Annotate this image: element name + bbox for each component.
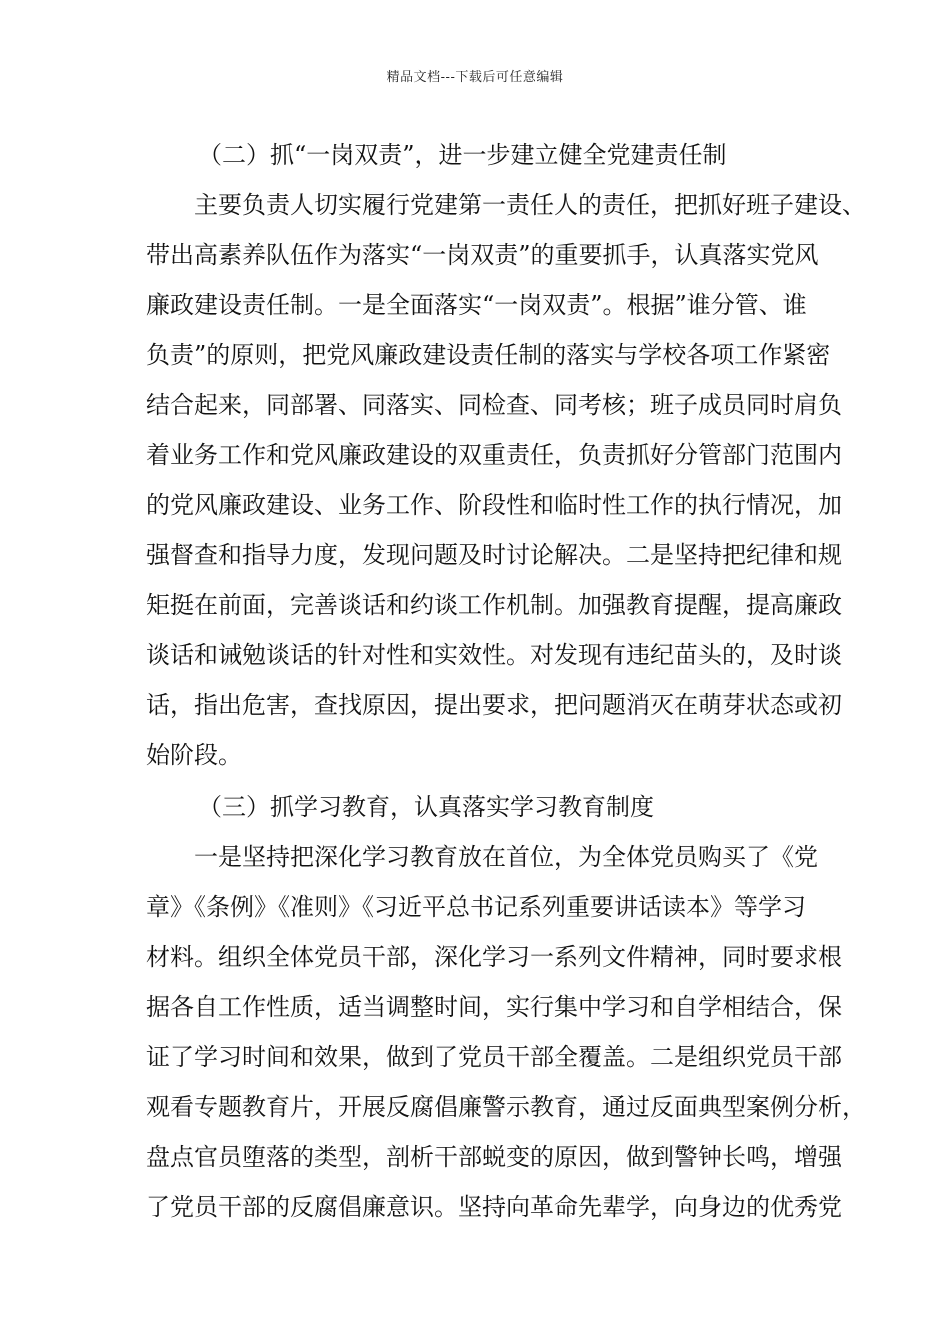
paragraph-line: 始阶段。 (146, 741, 242, 769)
paragraph-line: 矩挺在前面，完善谈话和约谈工作机制。加强教育提醒，提高廉政 (146, 591, 842, 619)
paragraph-line: 主要负责人切实履行党建第一责任人的责任，把抓好班子建设、 (194, 191, 866, 219)
paragraph-line: 一是坚持把深化学习教育放在首位，为全体党员购买了《党 (194, 843, 818, 871)
paragraph-line: 强督查和指导力度，发现问题及时讨论解决。二是坚持把纪律和规 (146, 541, 842, 569)
paragraph-line: 证了学习时间和效果，做到了党员干部全覆盖。二是组织党员干部 (146, 1043, 842, 1071)
paragraph-line: 廉政建设责任制。一是全面落实“一岗双责”。根据”谁分管、谁 (146, 291, 807, 319)
paragraph-line: 材料。组织全体党员干部，深化学习一系列文件精神，同时要求根 (146, 943, 842, 971)
paragraph-line: 结合起来，同部署、同落实、同检查、同考核；班子成员同时肩负 (146, 391, 842, 419)
paragraph-line: 谈话和诫勉谈话的针对性和实效性。对发现有违纪苗头的，及时谈 (146, 641, 842, 669)
section-3-paragraph (146, 832, 866, 1232)
paragraph-line: 盘点官员堕落的类型，剖析干部蜕变的原因，做到警钟长鸣，增强 (146, 1143, 842, 1171)
paragraph-line: 据各自工作性质，适当调整时间，实行集中学习和自学相结合，保 (146, 993, 842, 1021)
paragraph-line: 的党风廉政建设、业务工作、阶段性和临时性工作的执行情况，加 (146, 491, 842, 519)
paragraph-line: 章》《条例》《准则》《习近平总书记系列重要讲话读本》等学习 (146, 893, 806, 921)
paragraph-line: 了党员干部的反腐倡廉意识。坚持向革命先辈学，向身边的优秀党 (146, 1193, 842, 1221)
paragraph-line: 负责”的原则，把党风廉政建设责任制的落实与学校各项工作紧密 (146, 341, 831, 369)
section-2-paragraph (146, 180, 866, 780)
paragraph-line: 着业务工作和党风廉政建设的双重责任，负责抓好分管部门范围内 (146, 441, 842, 469)
section-heading-3: （三）抓学习教育，认真落实学习教育制度 (198, 793, 654, 821)
paragraph-line: 话，指出危害，查找原因，提出要求，把问题消灭在萌芽状态或初 (146, 691, 842, 719)
paragraph-line: 带出高素养队伍作为落实“一岗双责”的重要抓手，认真落实党风 (146, 241, 819, 269)
paragraph-line: 观看专题教育片，开展反腐倡廉警示教育，通过反面典型案例分析， (146, 1093, 866, 1121)
section-heading-2: （二）抓“一岗双责”，进一步建立健全党建责任制 (198, 141, 727, 169)
document-body (146, 130, 866, 1232)
page-header: 精品文档---下载后可任意编辑 (386, 70, 564, 85)
